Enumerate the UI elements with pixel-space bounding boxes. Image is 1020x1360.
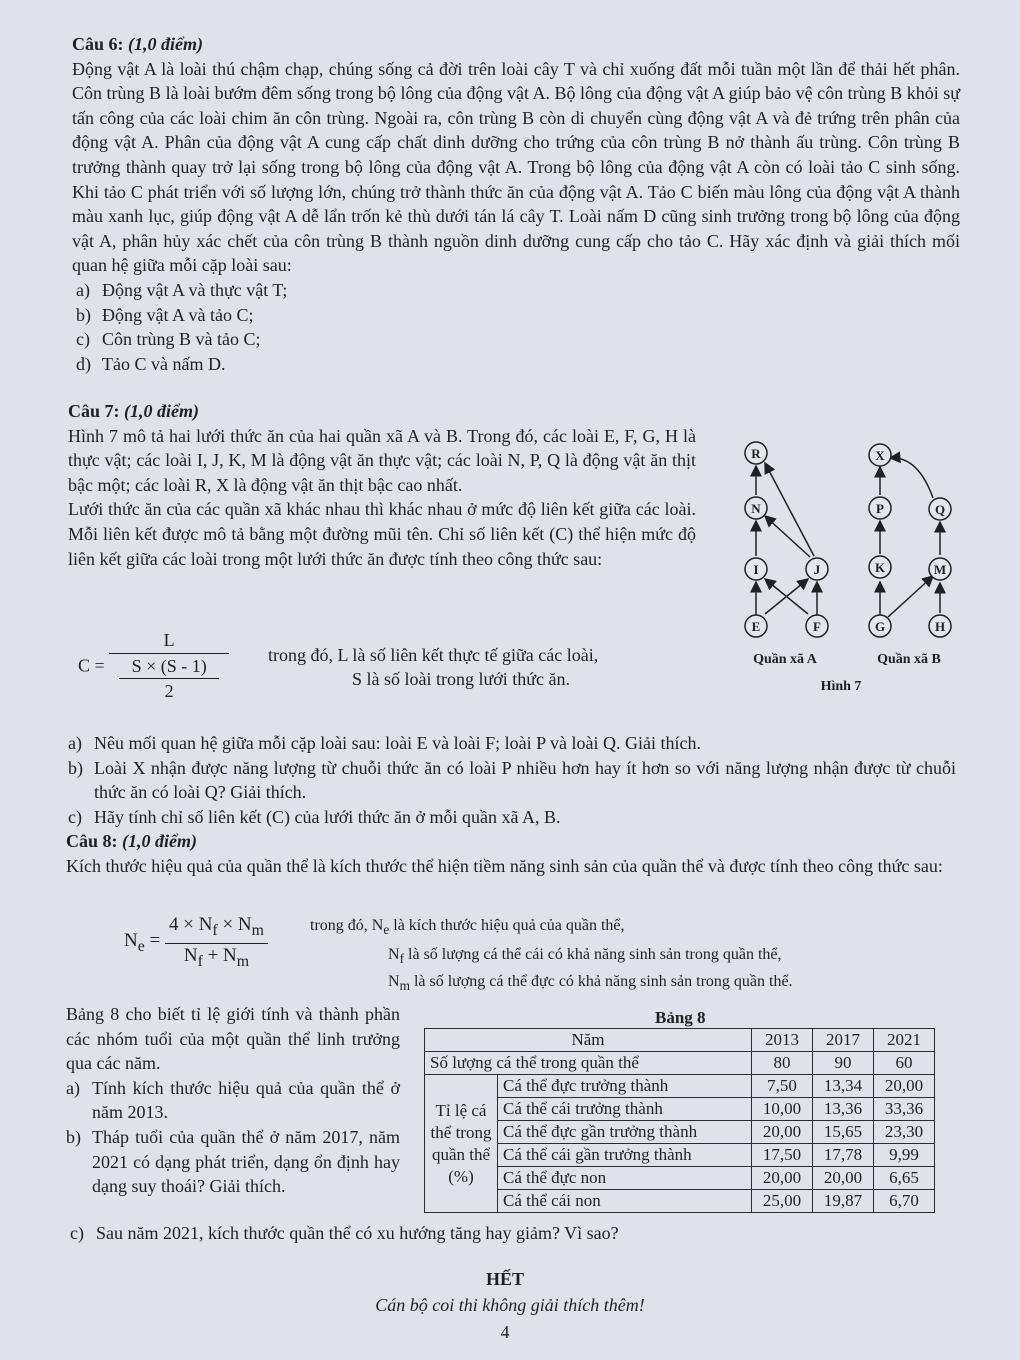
formula-c-denominator <box>109 654 229 704</box>
table-row <box>425 1190 935 1213</box>
node-m: M <box>933 562 947 577</box>
question-7-item-b: b) Loài X nhận được năng lượng từ chuỗi thức ăn có loài P nhiều hơn hay ít hơn so với năng lượng nhận được từ chuỗi thức ăn có loài Q? Giải thích. <box>68 757 956 803</box>
formula-c-den-denominator: 2 <box>164 681 174 702</box>
table-8-wrap <box>424 1028 935 1213</box>
question-6-item-c: c) Côn trùng B và tảo C; <box>76 329 261 350</box>
table-cell: 13,36 <box>813 1098 874 1121</box>
table-row <box>425 1052 935 1075</box>
table-row-label: Cá thể cái gần trưởng thành <box>498 1144 752 1167</box>
edge-g-m <box>888 576 933 617</box>
table-cell: 20,00 <box>874 1075 935 1098</box>
table-cell: 6,65 <box>874 1167 935 1190</box>
question-8-title: Câu 8: <box>66 831 118 851</box>
table-count-label: Số lượng cá thể trong quần thể <box>425 1052 752 1075</box>
node-r: R <box>751 446 761 461</box>
table-cell: 10,00 <box>752 1098 813 1121</box>
table-row <box>425 1075 935 1098</box>
question-6-paragraph: Động vật A là loài thú chậm chạp, chúng sống cả đời trên loài cây T và chỉ xuống đất mỗi tuần một lần để thải hết phân. Côn trùng B là loài bướm đêm sống trong bộ lông của động vật A. Bộ lông của động vật A giúp bảo vệ côn trùng B khỏi sự tấn công của các loài chim ăn côn trùng. Ngoài ra, côn trùng B còn di chuyển cùng động vật A và đẻ trứng trên phân của động vật A. Phân của động vật A cung cấp chất dinh dưỡng cho trứng của côn trùng B nở thành ấu trùng. Côn trùng B trưởng thành quay trở lại sống trong bộ lông của động vật A. Trong bộ lông của động vật A còn có loài tảo C sinh sống. Khi tảo C phát triển với số lượng lớn, chúng trở thành thức ăn của động vật A. Tảo C biến màu lông của động vật A thành màu xanh lục, giúp động vật A dễ lẩn trốn kẻ thù dưới tán lá cây T. Loài nấm D cũng sinh trưởng trong bộ lông của động vật A, phân hủy xác chết của côn trùng B thành nguồn dinh dưỡng cung cấp cho tảo C. Hãy xác định và giải thích mối quan hệ giữa mỗi cặp loài sau: <box>72 58 960 276</box>
question-6-item-b: b) Động vật A và tảo C; <box>76 304 254 325</box>
formula-ne-where-1: trong đó, $N_e$ là kích thước hiệu quả của quần thể, <box>310 917 625 938</box>
table-cell: 17,78 <box>813 1144 874 1167</box>
table-cell: 7,50 <box>752 1075 813 1098</box>
table-row <box>425 1029 935 1052</box>
node-n: N <box>751 501 761 516</box>
node-x: X <box>875 448 885 463</box>
table-row-label: Cá thể cái non <box>498 1190 752 1213</box>
node-k: K <box>874 560 886 575</box>
proctor-note: Cán bộ coi thi không giải thích thêm! <box>375 1295 645 1315</box>
formula-ne-lhs: N <box>124 929 138 951</box>
table-row-label: Cá thể đực trưởng thành <box>498 1075 752 1098</box>
question-8-item-a: a) Tính kích thước hiệu quả của quần thể ở năm 2013. <box>66 1077 400 1123</box>
node-i: I <box>753 562 759 577</box>
formula-ne-where-3: $N_m$ là số lượng cá thể đực có khả năng sinh sản trong quần thể. <box>388 973 793 994</box>
question-7-heading <box>68 399 696 424</box>
table-header-year: Năm <box>425 1029 752 1052</box>
formula-ne-eq: = <box>149 929 161 951</box>
table-cell: 9,99 <box>874 1144 935 1167</box>
table-cell: 20,00 <box>752 1121 813 1144</box>
table-8 <box>424 1028 935 1213</box>
table-row-label: Cá thể đực gần trưởng thành <box>498 1121 752 1144</box>
node-q: Q <box>934 502 946 517</box>
formula-c-fraction <box>109 628 229 704</box>
table-cell: 20,00 <box>752 1167 813 1190</box>
effective-size-formula <box>124 913 314 975</box>
connectance-formula <box>78 628 278 704</box>
table-cell: 19,87 <box>813 1190 874 1213</box>
formula-ne-lhs-sub: e <box>137 937 145 955</box>
question-6-points: (1,0 điểm) <box>128 34 203 54</box>
table-row <box>425 1167 935 1190</box>
node-j: J <box>813 562 821 577</box>
label-community-b: Quần xã B <box>877 652 941 667</box>
label-community-a: Quần xã A <box>753 652 817 667</box>
node-p: P <box>876 501 884 516</box>
node-e: E <box>751 619 761 634</box>
question-7-points: (1,0 điểm) <box>124 401 199 421</box>
formula-ne-denominator: $N_f + N_m$ <box>183 945 250 971</box>
formula-c-where-1: trong đó, L là số liên kết thực tế giữa các loài, <box>268 645 599 665</box>
formula-c-where-2: S là số loài trong lưới thức ăn. <box>352 669 571 689</box>
end-marker: HẾT <box>485 1269 524 1289</box>
question-8-heading <box>66 829 950 854</box>
question-6 <box>72 32 960 376</box>
question-8-text <box>66 829 950 878</box>
table-row <box>425 1098 935 1121</box>
formula-c-den-numerator: S × (S - 1) <box>119 654 219 680</box>
question-8-points: (1,0 điểm) <box>122 831 197 851</box>
table-row <box>425 1144 935 1167</box>
question-8-left-column <box>66 1002 400 1199</box>
formula-c-numerator: L <box>109 628 229 654</box>
question-7-item-a: a) Nêu mối quan hệ giữa mỗi cặp loài sau: loài E và loài F; loài P và loài Q. Giải thích. <box>68 733 701 753</box>
table-cell: 6,70 <box>874 1190 935 1213</box>
table-cell: 33,36 <box>874 1098 935 1121</box>
question-6-item-d: d) Tảo C và nấm D. <box>76 353 226 374</box>
question-8-item-c: c) Sau năm 2021, kích thước quần thể có xu hướng tăng hay giảm? Vì sao? <box>70 1223 619 1243</box>
table-year-2013: 2013 <box>752 1029 813 1052</box>
node-h: H <box>934 619 946 634</box>
page-number: 4 <box>500 1322 510 1342</box>
figure-7-caption: Hình 7 <box>820 679 862 694</box>
table-group-label: Tỉ lệ cá thể trong quần thể (%) <box>425 1075 498 1213</box>
question-6-heading <box>72 32 960 57</box>
table-cell: 20,00 <box>813 1167 874 1190</box>
table-row-label: Cá thể đực non <box>498 1167 752 1190</box>
table-cell: 25,00 <box>752 1190 813 1213</box>
edge-j-r <box>765 463 814 556</box>
node-f: F <box>813 619 821 634</box>
question-6-item-a: a) Động vật A và thực vật T; <box>76 279 288 300</box>
edge-q-x <box>890 458 933 498</box>
table-cell: 13,34 <box>813 1075 874 1098</box>
question-7-paragraph-1: Hình 7 mô tả hai lưới thức ăn của hai quần xã A và B. Trong đó, các loài E, F, G, H là thực vật; các loài I, J, K, M là động vật ăn thực vật; các loài N, P, Q là động vật ăn thịt bậc một; các loài R, X là động vật ăn thịt bậc cao nhất. <box>68 425 696 495</box>
table-row-label: Cá thể cái trưởng thành <box>498 1098 752 1121</box>
table-year-2017: 2017 <box>813 1029 874 1052</box>
question-8-intro: Bảng 8 cho biết tỉ lệ giới tính và thành phần các nhóm tuổi của một quần thể linh trưởng qua các năm. <box>66 1004 400 1074</box>
question-8-item-c-block <box>70 1221 950 1246</box>
table-cell: 23,30 <box>874 1121 935 1144</box>
formula-c-lhs: C = <box>78 655 105 676</box>
table-row <box>425 1121 935 1144</box>
food-web-figure <box>728 436 968 701</box>
formula-ne-where-2: $N_f$ là số lượng cá thể cái có khả năng sinh sản trong quần thể, <box>388 946 782 967</box>
question-6-title: Câu 6: <box>72 34 124 54</box>
question-7-items <box>68 731 956 829</box>
question-7-text <box>68 399 696 571</box>
table-8-title: Bảng 8 <box>655 1008 706 1027</box>
question-7-paragraph-2: Lưới thức ăn của các quần xã khác nhau thì khác nhau ở mức độ liên kết giữa các loài. Mỗi liên kết được mô tả bằng một đường mũi tên. Chỉ số liên kết (C) thể hiện mức độ liên kết giữa các loài trong một lưới thức ăn được tính theo công thức sau: <box>68 499 696 569</box>
table-cell: 15,65 <box>813 1121 874 1144</box>
question-7-title: Câu 7: <box>68 401 120 421</box>
table-cell: 60 <box>874 1052 935 1075</box>
table-cell: 90 <box>813 1052 874 1075</box>
table-cell: 17,50 <box>752 1144 813 1167</box>
question-7-item-c: c) Hãy tính chỉ số liên kết (C) của lưới thức ăn ở mỗi quần xã A, B. <box>68 806 561 827</box>
question-8-paragraph: Kích thước hiệu quả của quần thể là kích thước thể hiện tiềm năng sinh sản của quần thể và được tính theo công thức sau: <box>66 855 943 876</box>
table-cell: 80 <box>752 1052 813 1075</box>
formula-ne-numerator: $4 \times N_f \times N_m$ <box>165 913 268 944</box>
question-8-item-b: b) Tháp tuổi của quần thể ở năm 2017, năm 2021 có dạng phát triển, dạng ổn định hay dạng suy thoái? Giải thích. <box>66 1126 400 1197</box>
table-year-2021: 2021 <box>874 1029 935 1052</box>
node-g: G <box>874 619 886 634</box>
formula-ne-fraction <box>165 913 268 975</box>
